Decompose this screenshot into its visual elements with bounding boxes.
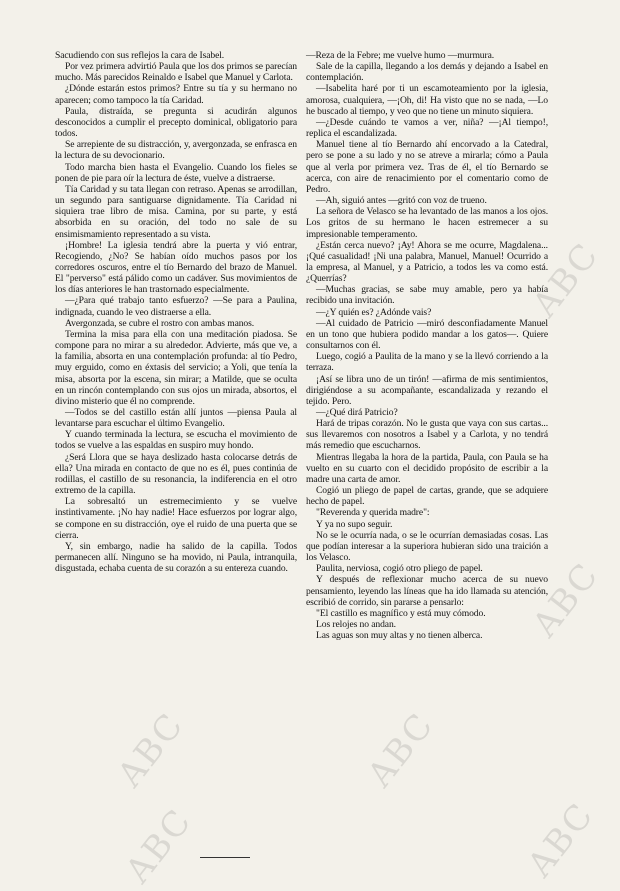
paragraph: —¿Desde cuándo te vamos a ver, niña? —¡Al tiempo!, replica el escandalizada. [306, 116, 548, 140]
paragraph: Por vez primera advirtió Paula que los dos primos se parecían mucho. Más parecidos Reinaldo e Isabel que Manuel y Carlota. [55, 61, 297, 84]
paragraph: ¡Hombre! La iglesia tendrá abre la puerta y vió entrar, Recogiendo, ¿No? Se habían oído muchos pasos por los corredores oscuros, entre el tío Bernardo del brazo de Manuel. El "perverso" está pálido como un cadáver. Sus movimientos de los días anteriores le han trastornado especialmente. [55, 239, 297, 296]
paragraph: —¿Y quién es? ¿Adónde vais? [316, 306, 432, 318]
paragraph: Mientras llegaba la hora de la partida, Paula, con Paula se ha vuelto en su cuarto con el decidido propósito de escribir a la madre una carta de amor. [306, 451, 548, 485]
paragraph: —Isabelita haré por ti un escamoteamiento por la iglesia, amorosa, cualquiera, —¡Oh, di! Ha visto que no se nada, —Lo he buscado al tiempo, y veo que no tiene un minuto siquiera. [306, 83, 548, 117]
paragraph: "El castillo es magnífico y está muy cómodo. [316, 607, 486, 619]
paragraph: Las aguas son muy altas y no tienen alberca. [316, 630, 483, 642]
left-column [55, 50, 297, 574]
paragraph: Paula, distraída, se pregunta si acudirán algunos desconocidos a cumplir el precepto dominical, obligatorio para todos. [55, 105, 297, 140]
paragraph: —Al cuidado de Patricio —miró desconfiadamente Manuel en un tono que hubiera podido mandar a los gatos—. Quiere consultarnos con él. [306, 317, 548, 352]
paragraph: Y después de reflexionar mucho acerca de su nuevo pensamiento, leyendo las líneas que ha ido llamada su atención, escribió de corrido, sin pararse a pensarlo: [306, 574, 548, 608]
paragraph: ¿Será Llora que se haya deslizado hasta colocarse detrás de ella? Una mirada en contacto de que no es él, pues continúa de rodillas, el castillo de su resonancia, la indiferencia en el otro extremo de la capilla. [55, 451, 297, 497]
paragraph: Todo marcha bien hasta el Evangelio. Cuando los fieles se ponen de pie para oír la lectura de éste, vuelve a distraerse. [55, 161, 297, 184]
paragraph: Sale de la capilla, llegando a los demás y dejando a Isabel en contemplación. [306, 61, 548, 84]
paragraph: Tía Caridad y su tata llegan con retraso. Apenas se arrodillan, un segundo para santiguarse dignidamente. Tía Caridad ni siquiera trae libro de misa. Camina, por su parte, y está absorbida en su oración, del todo no sale de su ensimismamiento representado a su vista. [55, 183, 297, 240]
paragraph: —Todos se del castillo están allí juntos —piensa Paula al levantarse para escuchar el último Evangelio. [55, 407, 297, 430]
paragraph: Sacudiendo con sus reflejos la cara de Isabel. [55, 50, 225, 61]
paragraph: Termina la misa para ella con una meditación piadosa. Se compone para no mirar a su alrededor. Advierte, más que ve, a la familia, absorta en una contemplación profunda: al tío Pedro, muy erguido, como en éxtasis del servicio; a Yoli, que tenía la misa, absorta por la escena, sin mirar; a Matilde, que se oculta en un rincón contemplando con sus ojos un mirada, absortos, el divino misterio que él no comprende. [55, 328, 297, 407]
paragraph: —Muchas gracias, se sabe muy amable, pero ya había recibido una invitación. [306, 284, 548, 307]
abc-watermark: ABC [118, 801, 201, 891]
abc-watermark: ABC [110, 705, 193, 795]
paragraph: La sobresaltó un estremecimiento y se vuelve instintivamente. ¡No hay nadie! Hace esfuerzos por lograr algo, se compone en su distracción, oye el ruido de una puerta que se cierra. [55, 496, 297, 541]
paragraph: ¿Están cerca nuevo? ¡Ay! Ahora se me ocurre, Magdalena... ¡Qué casualidad! ¡Ni una palabra, Manuel, Manuel! Ocurrido a la empresa, al Manuel, y a Patricio, a todos les va como está. ¿Querrías? [306, 239, 548, 285]
paragraph: —Reza de la Febre; me vuelve humo —murmura. [306, 50, 495, 61]
paragraph: Hará de tripas corazón. No le gusta que vaya con sus cartas... sus llevaremos con nosotros a Isabel y a Carlota, y no tendrá más remedio que escucharnos. [306, 418, 548, 452]
paragraph: —¿Qué dirá Patricio? [316, 407, 398, 418]
footer-rule [200, 857, 250, 858]
paragraph: ¡Así se libra uno de un tirón! —afirma de mis sentimientos, dirigiéndose a su acompañante, escandalizada y rezando el tejido. Pero. [306, 373, 548, 407]
paragraph: La señora de Velasco se ha levantado de las manos a los ojos. Los gritos de su hermano le hacen estremecer a su impresionable temperamento. [306, 206, 548, 240]
paragraph: Manuel tiene al tío Bernardo ahí encorvado a la Catedral, pero se pone a su lado y no se atreve a mirarla; cómo a Paula que al verla por primera vez. Tras de él, el tío Bernardo se acerca, con aire de renacimiento por el comentario como de Pedro. [306, 139, 548, 195]
paragraph: "Reverenda y querida madre": [316, 507, 430, 519]
paragraph: Luego, cogió a Paulita de la mano y se la llevó corriendo a la terraza. [306, 351, 548, 374]
paragraph: —Ah, siguió antes —gritó con voz de trueno. [316, 195, 487, 207]
abc-watermark: ABC [525, 235, 608, 325]
abc-watermark: ABC [520, 795, 603, 885]
paragraph: Se arrepiente de su distracción, y, avergonzada, se enfrasca en la lectura de su devocionario. [55, 139, 297, 162]
paragraph: Y ya no supo seguir. [316, 518, 393, 530]
paragraph: ¿Dónde estarán estos primos? Entre su tía y su hermano no aparecen; como tampoco la tía Caridad. [55, 83, 297, 106]
paragraph: Avergonzada, se cubre el rostro con ambas manos. [65, 317, 255, 329]
right-column [306, 50, 548, 641]
paragraph: No se le ocurría nada, o se le ocurrían demasiadas cosas. Las que podían interesar a la superiora hubieran sido una traición a los Velasco. [306, 529, 548, 564]
paragraph: —¿Para qué trabajo tanto esfuerzo? —Se para a Paulina, indignada, cuando le veo distraerse a ella. [55, 295, 297, 318]
abc-watermark: ABC [360, 705, 443, 795]
paragraph: Paulita, nerviosa, cogió otro pliego de papel. [316, 563, 483, 575]
paragraph: Los relojes no andan. [316, 618, 396, 630]
abc-watermark: ABC [525, 555, 608, 645]
paragraph: Y, sin embargo, nadie ha salido de la capilla. Todos permanecen allí. Ninguno se ha movido, ni Paula, intranquila, disgustada, echaba cuenta de su corazón a su entereza cuando. [55, 540, 297, 575]
paragraph: Y cuando terminada la lectura, se escucha el movimiento de todos se vuelve a las espaldas en suspiro muy hondo. [55, 429, 297, 452]
paragraph: Cogió un pliego de papel de cartas, grande, que se adquiere hecho de papel. [306, 485, 548, 508]
